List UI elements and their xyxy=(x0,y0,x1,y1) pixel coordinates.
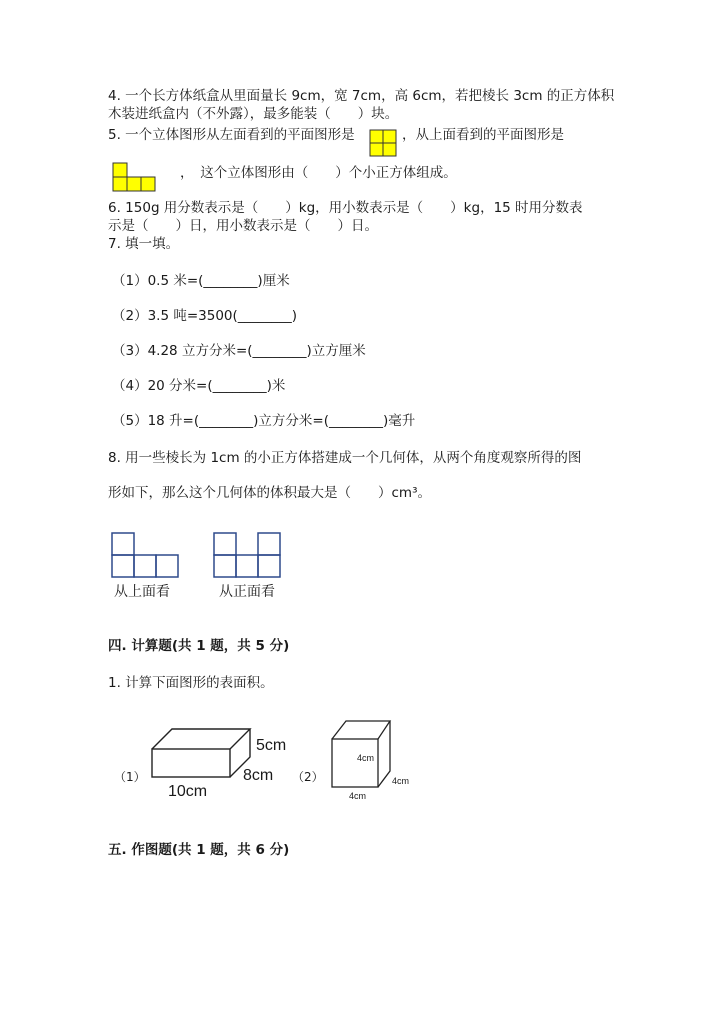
q8-caption-front: 从正面看 xyxy=(219,584,275,600)
fig1-length-label: 10cm xyxy=(168,783,208,800)
fig1-height-label: 5cm xyxy=(256,737,287,754)
q7-item-1: （1）0.5 米=(________)厘米 xyxy=(112,273,290,289)
q8-front-view-grid xyxy=(213,532,285,580)
q7-item-2: （2）3.5 吨=3500(________) xyxy=(112,308,298,324)
q8-caption-top: 从上面看 xyxy=(114,584,170,600)
q4-line2: 木装进纸盒内（不外露），最多能装（ ）块。 xyxy=(108,106,399,122)
q5-line1: 5. 一个立体图形从左面看到的平面图形是 xyxy=(108,127,355,143)
q4-line1: 4. 一个长方体纸盒从里面量长 9cm，宽 7cm，高 6cm，若把棱长 3cm 的正方体积 xyxy=(108,88,615,104)
cuboid-figure xyxy=(150,727,252,779)
fig2-index: （2） xyxy=(292,770,324,784)
q8-line1: 8. 用一些棱长为 1cm 的小正方体搭建成一个几何体，从两个角度观察所得的图 xyxy=(108,450,582,466)
q8-line2: 形如下，那么这个几何体的体积最大是（ ）cm³。 xyxy=(108,485,431,501)
q7-item-5: （5）18 升=(________)立方分米=(________)毫升 xyxy=(112,413,416,429)
fig1-index: （1） xyxy=(114,770,146,784)
q7-item-4: （4）20 分米=(________)米 xyxy=(112,378,286,394)
fig2-depth-label: 4cm xyxy=(392,776,410,786)
section5-heading: 五. 作图题(共 1 题，共 6 分) xyxy=(108,842,290,858)
q5-line2: ， 这个立体图形由（ ）个小正方体组成。 xyxy=(180,165,457,181)
section4-heading: 四. 计算题(共 1 题，共 5 分) xyxy=(108,638,290,654)
top-view-figure xyxy=(112,162,158,192)
q7-title: 7. 填一填。 xyxy=(108,236,180,252)
fig2-face-label: 4cm xyxy=(357,753,375,763)
fig2-bottom-label: 4cm xyxy=(349,791,367,801)
section4-q1: 1. 计算下面图形的表面积。 xyxy=(108,675,274,691)
q5-line1-end: ，从上面看到的平面图形是 xyxy=(402,127,564,143)
q8-top-view-grid xyxy=(111,532,183,580)
left-view-figure xyxy=(369,129,399,157)
q6-line1: 6. 150g 用分数表示是（ ）kg，用小数表示是（ ）kg，15 时用分数表 xyxy=(108,200,583,216)
q6-line2: 示是（ ）日，用小数表示是（ ）日。 xyxy=(108,218,378,234)
q7-item-3: （3）4.28 立方分米=(________)立方厘米 xyxy=(112,343,366,359)
fig1-width-label: 8cm xyxy=(243,767,274,784)
